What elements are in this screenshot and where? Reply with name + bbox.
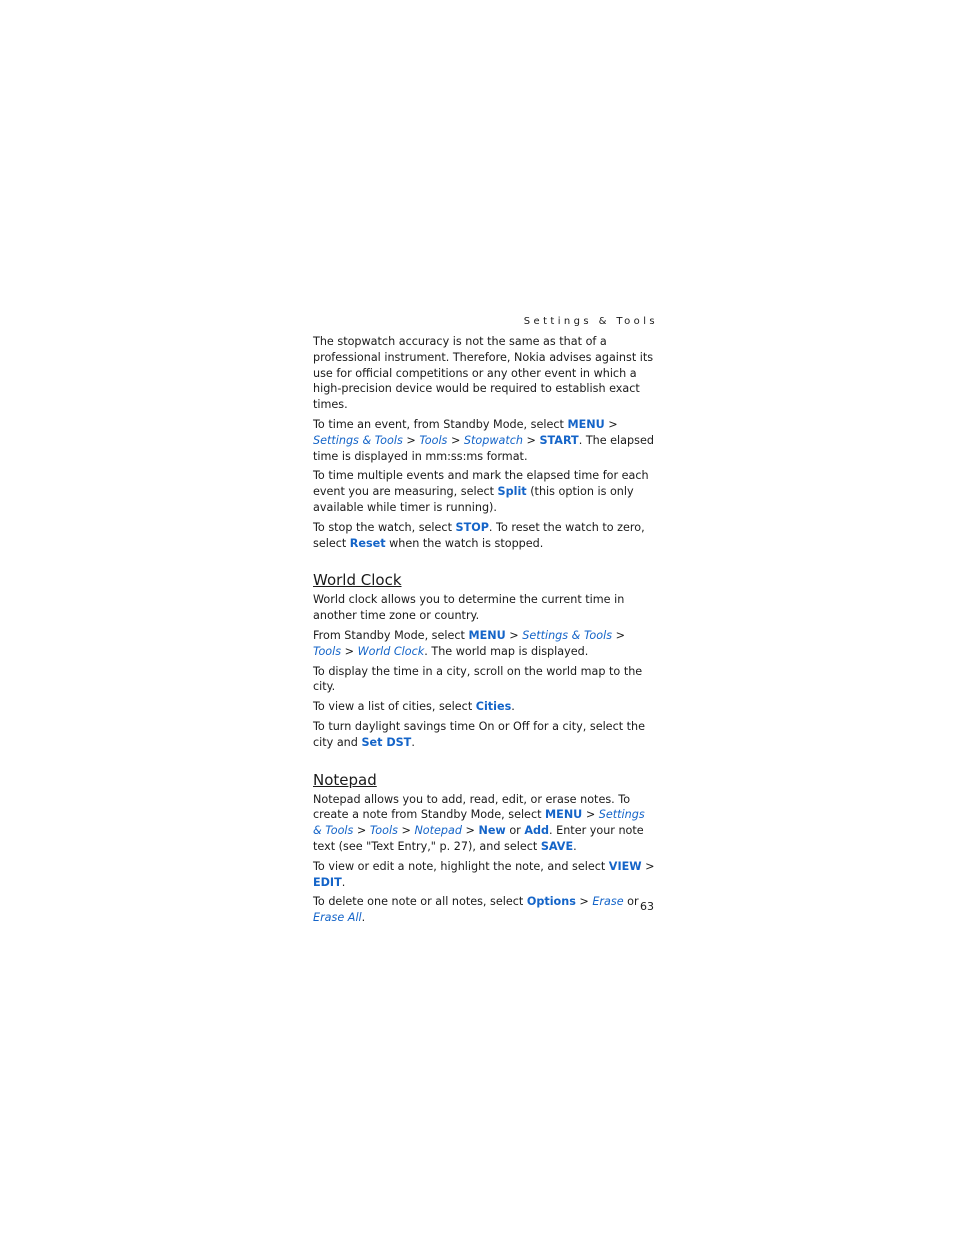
text-run: or xyxy=(505,824,525,838)
text-run: > xyxy=(604,417,618,431)
text-run: To view or edit a note, highlight the note, and select xyxy=(313,859,609,873)
stopwatch-stop-paragraph xyxy=(313,520,655,552)
key-label: Split xyxy=(497,485,527,499)
text-run: To turn daylight savings time On or Off for a city, select the city and xyxy=(313,719,646,749)
text-run: > xyxy=(582,808,599,822)
key-label: Add xyxy=(524,824,550,838)
text-run: > xyxy=(505,628,523,642)
key-label: Set DST xyxy=(361,735,412,749)
menu-path-label: Notepad xyxy=(414,824,462,838)
text-run: > xyxy=(461,824,479,838)
page-number: 63 xyxy=(640,900,654,913)
text-run: . The world map is displayed. xyxy=(424,644,589,658)
text-run: . xyxy=(341,875,346,889)
menu-path-label: Erase xyxy=(592,895,624,909)
text-run: To time an event, from Standby Mode, select xyxy=(313,417,568,431)
notepad-intro-paragraph xyxy=(313,792,655,855)
text-run: > xyxy=(353,824,370,838)
key-label: New xyxy=(478,824,506,838)
text-run: . Enter your note text (see "Text Entry," p. 27), and select xyxy=(313,824,644,853)
text-run: > xyxy=(641,859,655,873)
menu-path-label: Settings & Tools xyxy=(313,433,403,447)
text-run: To stop the watch, select xyxy=(313,520,456,534)
world-clock-scroll-paragraph: To display the time in a city, scroll on the world map to the city. xyxy=(313,664,643,694)
text-run: Notepad allows you to add, read, edit, or erase notes. To create a note from Standby Mode, select xyxy=(313,792,631,822)
key-label: STOP xyxy=(455,520,489,534)
page-content xyxy=(313,312,658,930)
text-run: To view a list of cities, select xyxy=(313,700,476,714)
text-run: To delete one note or all notes, select xyxy=(313,895,527,909)
menu-path-label: Tools xyxy=(369,824,398,838)
text-run: . xyxy=(573,839,577,853)
text-run: From Standby Mode, select xyxy=(313,628,469,642)
world-clock-heading: World Clock xyxy=(313,571,402,590)
text-run: (this option is only available while timer is running). xyxy=(313,485,634,514)
world-clock-dst-paragraph xyxy=(313,719,655,751)
menu-path-label: Tools xyxy=(313,644,342,658)
menu-path-label: World Clock xyxy=(357,644,425,658)
menu-path-label: Stopwatch xyxy=(463,433,523,447)
text-run: > xyxy=(447,433,464,447)
text-run: To time multiple events and mark the elapsed time for each event you are measuring, select xyxy=(313,469,649,499)
menu-path-label: Erase All xyxy=(313,911,362,925)
world-clock-cities-paragraph xyxy=(313,699,655,715)
text-run: . xyxy=(411,735,415,749)
running-header: Settings & Tools xyxy=(523,316,658,327)
stopwatch-split-paragraph xyxy=(313,468,655,515)
stopwatch-time-event-paragraph xyxy=(313,417,655,464)
menu-path-label: Settings & Tools xyxy=(313,808,645,838)
text-run: . xyxy=(511,700,515,714)
text-run: > xyxy=(522,433,540,447)
key-label: EDIT xyxy=(313,875,342,889)
stopwatch-accuracy-paragraph: The stopwatch accuracy is not the same as that of a professional instrument. Therefore, Nokia advises against its use for official competitions or any other event in which a high-precision device would be required to establish exact times. xyxy=(313,335,654,412)
key-label: Options xyxy=(526,895,576,909)
key-label: MENU xyxy=(545,808,583,822)
key-label: SAVE xyxy=(540,839,574,853)
text-run: > xyxy=(402,433,420,447)
text-run: > xyxy=(397,824,415,838)
key-label: VIEW xyxy=(608,859,642,873)
key-label: Cities xyxy=(475,700,512,714)
key-label: Reset xyxy=(349,536,386,550)
text-run: > xyxy=(575,895,593,909)
world-clock-open-paragraph xyxy=(313,628,655,660)
key-label: MENU xyxy=(468,628,506,642)
text-run: or xyxy=(623,895,639,909)
key-label: START xyxy=(539,433,579,447)
menu-path-label: Tools xyxy=(419,433,448,447)
text-run: > xyxy=(612,628,625,642)
notepad-view-paragraph xyxy=(313,859,655,891)
text-run: when the watch is stopped. xyxy=(385,536,544,550)
menu-path-label: Settings & Tools xyxy=(522,628,613,642)
notepad-heading: Notepad xyxy=(313,770,377,789)
key-label: MENU xyxy=(567,417,605,431)
text-run: . xyxy=(361,911,366,925)
text-run: . To reset the watch to zero, select xyxy=(313,520,645,550)
text-run: > xyxy=(341,644,358,658)
world-clock-intro-paragraph: World clock allows you to determine the current time in another time zone or country. xyxy=(313,593,625,623)
text-run: . The elapsed time is displayed in mm:ss:ms format. xyxy=(313,433,654,463)
